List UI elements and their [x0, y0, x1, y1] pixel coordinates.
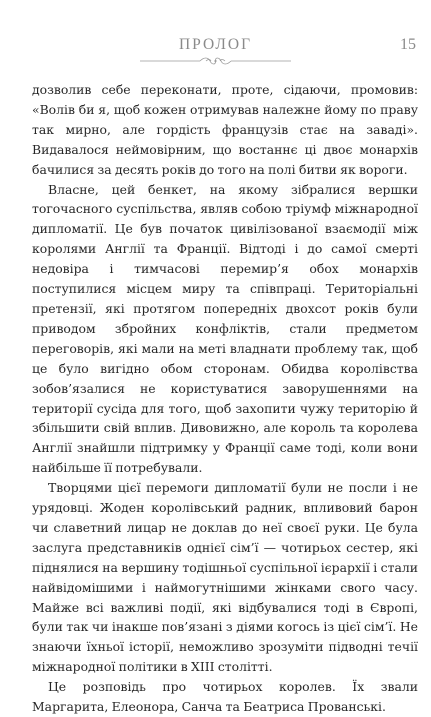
- paragraph: Це розповідь про чотирьох королев. Їх звали Маргарита, Елеонора, Санча та Беатриса Прованські.: [32, 679, 418, 715]
- running-header: [0, 0, 431, 70]
- paragraph-continuation: дозволив себе переконати, проте, сідаючи, промовив: «Волів би я, щоб кожен отримував належне йому по праву так мирно, але гордість французів стає на заваді». Видавалося неймовірним, що востаннє ці двоє монархів бачилися за десять років до того на полі битви як вороги.: [32, 82, 418, 177]
- body-text: [32, 80, 418, 717]
- chapter-title: ПРОЛОГ: [178, 36, 253, 53]
- page-number: 15: [400, 36, 416, 53]
- decorative-flourish-icon: [140, 56, 291, 66]
- paragraph: Власне, цей бенкет, на якому зібралися вершки тогочасного суспільства, являв собою тріумф міжнародної дипломатії. Це був початок цивілізованої взаємодії між королями Англії та Франції. Відтоді і до самої смерті недовіра і тимчасові перемир’я обох монархів поступилися місцем миру та співпраці. Територіальні претензії, які протягом попередніх двохсот років були приводом збройних конфліктів, стали предметом переговорів, які мали на меті владнати проблему так, щоб це було вигідно обом сторонам. Обидва королівства зобов’язалися не користуватися заворушеннями на території сусіда для того, щоб захопити чужу територію й збільшити свій вплив. Дивовижно, але король та королева Англії знайшли підтримку у Франції саме тоді, коли вони найбільше її потребували.: [32, 181, 418, 476]
- paragraph: Творцями цієї перемоги дипломатії були не посли і не урядовці. Жоден королівський радник, впливовий барон чи славетний лицар не доклав до неї своєї руки. Це була заслуга представників однієї сім’ї — чотирьох сестер, які піднялися на вершину тодішньої суспільної ієрархії і стали найвідомішими і наймогутнішими жінками свого часу. Майже всі важливі події, які відбувалися тоді в Європі, були так чи інакше пов’язані з діями когось із цієї сім’ї. Не знаючи їхньої історії, неможливо зрозуміти підводні течії міжнародної політики в XIII столітті.: [32, 480, 418, 675]
